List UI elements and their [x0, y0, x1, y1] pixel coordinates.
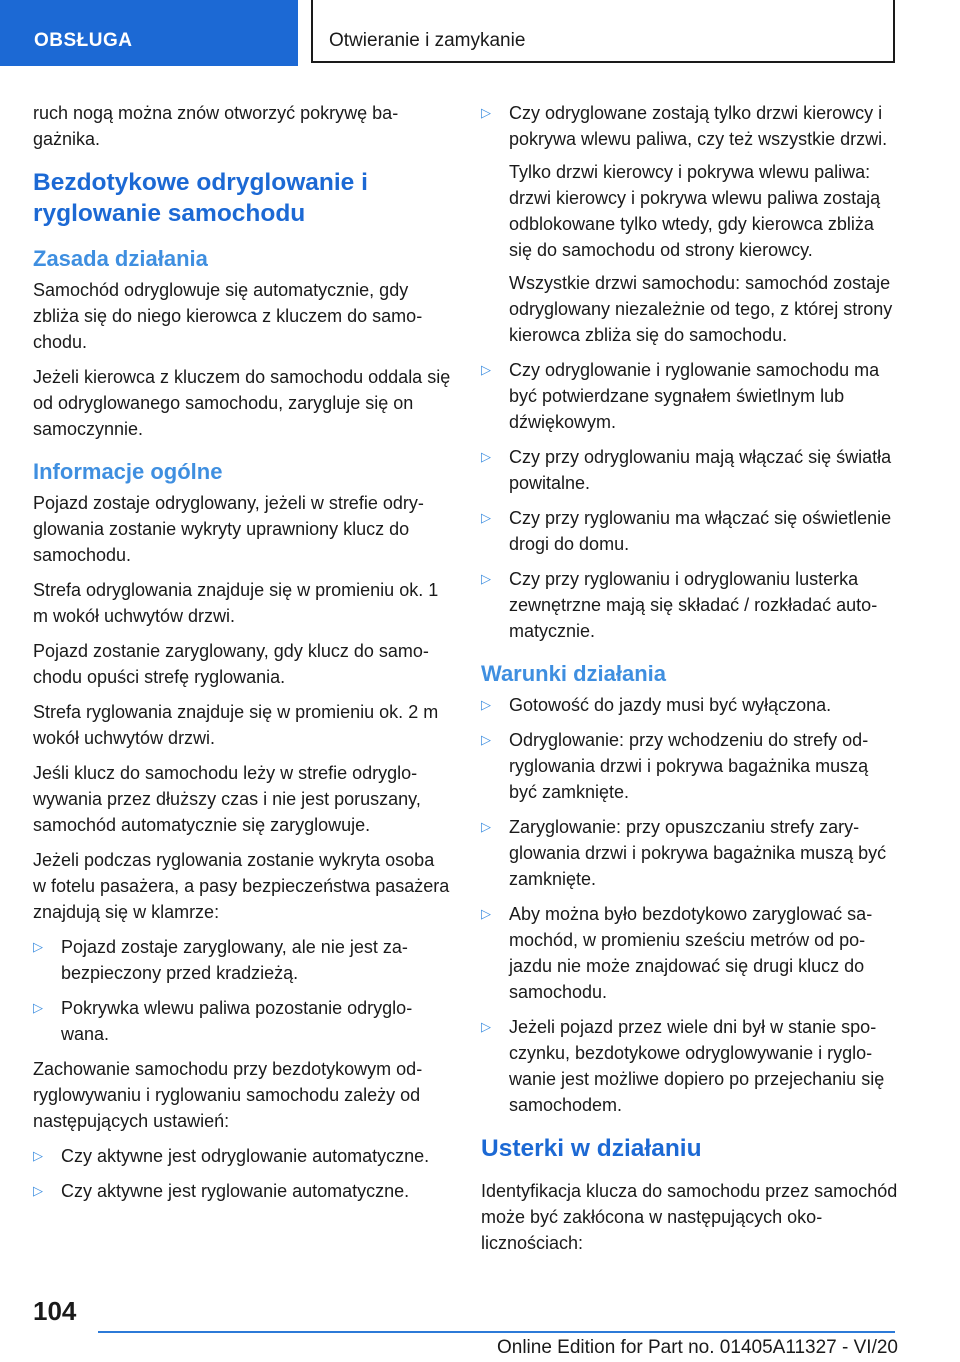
page-header: [0, 0, 960, 66]
paragraph: Jeżeli kierowca z kluczem do samochodu oddala się od odryglowanego samochodu, zarygluje się on samoczynnie.: [33, 367, 451, 439]
triangle-bullet-icon: ▷: [481, 571, 491, 586]
subsection-heading: Warunki działania: [481, 661, 667, 686]
triangle-bullet-icon: ▷: [481, 449, 491, 464]
list-item: ▷ Jeżeli pojazd przez wiele dni był w stanie spoczynku, bezdotykowe odryglowywanie i ryglowanie jest możliwe dopiero po przejechaniu się samochodem.: [481, 1014, 899, 1118]
paragraph: ruch nogą można znów otworzyć pokrywę bagażnika.: [33, 103, 399, 149]
subsection-heading: Informacje ogólne: [33, 459, 223, 484]
section-tab: OBSŁUGA: [0, 0, 298, 66]
triangle-bullet-icon: ▷: [33, 1183, 43, 1198]
list-item: ▷ Czy odryglowanie i ryglowanie samochodu ma być potwierdzane sygnałem świetlnym lub dźwiękowym.: [481, 357, 899, 435]
paragraph: Identyfikacja klucza do samochodu przez samochód może być zakłócona w następujących okolicznościach:: [481, 1181, 898, 1253]
paragraph: Strefa ryglowania znajduje się w promieniu ok. 2 m wokół uchwytów drzwi.: [33, 702, 439, 748]
list-item-detail: Tylko drzwi kierowcy i pokrywa wlewu paliwa: drzwi kierowcy i pokrywa wlewu paliwa zostają odblokowane tylko wtedy, gdy kierowca zbliża się do samochodu od strony kierowcy.: [509, 162, 881, 260]
triangle-bullet-icon: ▷: [33, 1000, 43, 1015]
topic-title: Otwieranie i zamykanie: [311, 0, 895, 63]
section-heading: Usterki w działaniu: [481, 1135, 702, 1162]
left-column: [33, 100, 451, 1213]
list-item: ▷ Odryglowanie: przy wchodzeniu do strefy odryglowania drzwi i pokrywa bagażnika muszą być zamknięte.: [481, 727, 899, 805]
page-number: 104: [33, 1296, 77, 1326]
list-item-detail: Wszystkie drzwi samochodu: samochód zostaje odryglowany niezależnie od tego, z której strony kierowca zbliża się do samochodu.: [509, 273, 893, 345]
triangle-bullet-icon: ▷: [481, 105, 491, 120]
triangle-bullet-icon: ▷: [33, 1148, 43, 1163]
paragraph: Jeśli klucz do samochodu leży w strefie odryglowywania przez dłuższy czas i nie jest poruszany, samochód automatycznie się zaryglowuje.: [33, 763, 421, 835]
list-item: ▷ Czy aktywne jest ryglowanie automatyczne.: [33, 1178, 451, 1204]
triangle-bullet-icon: ▷: [481, 362, 491, 377]
paragraph: Pojazd zostanie zaryglowany, gdy klucz do samochodu opuści strefę ryglowania.: [33, 641, 429, 687]
paragraph: Pojazd zostaje odryglowany, jeżeli w strefie odryglowania zostanie wykryty uprawniony klucz do samochodu.: [33, 493, 424, 565]
paragraph: Jeżeli podczas ryglowania zostanie wykryta osoba w fotelu pasażera, a pasy bezpieczeństwa pasażera znajdują się w klamrze:: [33, 850, 450, 922]
triangle-bullet-icon: ▷: [481, 697, 491, 712]
right-column: [481, 100, 899, 1265]
list-item: ▷ Czy przy ryglowaniu ma włączać się oświetlenie drogi do domu.: [481, 505, 899, 557]
list-item: ▷ Czy aktywne jest odryglowanie automatyczne.: [33, 1143, 451, 1169]
bullet-list: [481, 692, 899, 1118]
list-item: ▷ Czy przy ryglowaniu i odryglowaniu lusterka zewnętrzne mają się składać / rozkładać automatycznie.: [481, 566, 899, 644]
paragraph: Zachowanie samochodu przy bezdotykowym odryglowywaniu i ryglowaniu samochodu zależy od następujących ustawień:: [33, 1059, 423, 1131]
footer-divider: [98, 1331, 895, 1333]
triangle-bullet-icon: ▷: [481, 906, 491, 921]
subsection-heading: Zasada działania: [33, 246, 208, 271]
bullet-list: [481, 100, 899, 644]
paragraph: Samochód odryglowuje się automatycznie, gdy zbliża się do niego kierowca z kluczem do samochodu.: [33, 280, 423, 352]
triangle-bullet-icon: ▷: [481, 819, 491, 834]
list-item: ▷ Zaryglowanie: przy opuszczaniu strefy zaryglowania drzwi i pokrywa bagażnika muszą być zamknięte.: [481, 814, 899, 892]
footer-edition-text: Online Edition for Part no. 01405A11327 - VI/20: [496, 1337, 898, 1358]
paragraph: Strefa odryglowania znajduje się w promieniu ok. 1 m wokół uchwytów drzwi.: [33, 580, 439, 626]
triangle-bullet-icon: ▷: [481, 732, 491, 747]
list-item: ▷ Czy odryglowane zostają tylko drzwi kierowcy i pokrywa wlewu paliwa, czy też wszystkie drzwi. Tylko drzwi kierowcy i pokrywa wlewu paliwa: drzwi kierowcy i pokrywa wlewu paliwa zostają odblokowane tylko wtedy, gdy kierowca zbliża się do samochodu od strony kierowcy. Wszystkie drzwi samochodu: samochód zostaje odryglowany niezależnie od tego, z której strony kierowca zbliża się do samochodu.: [481, 100, 899, 348]
bullet-list: [33, 934, 451, 1047]
triangle-bullet-icon: ▷: [33, 939, 43, 954]
list-item: ▷ Aby można było bezdotykowo zaryglować samochód, w promieniu sześciu metrów od pojazdu nie może znajdować się drugi klucz do samochodu.: [481, 901, 899, 1005]
list-item: ▷ Pojazd zostaje zaryglowany, ale nie jest zabezpieczony przed kradzieżą.: [33, 934, 451, 986]
triangle-bullet-icon: ▷: [481, 1019, 491, 1034]
bullet-list: [33, 1143, 451, 1204]
list-item: ▷ Pokrywka wlewu paliwa pozostanie odryglowana.: [33, 995, 451, 1047]
section-heading: Bezdotykowe odryglowanie i ryglowanie samochodu: [33, 169, 368, 227]
list-item: ▷ Czy przy odryglowaniu mają włączać się światła powitalne.: [481, 444, 899, 496]
list-item: ▷ Gotowość do jazdy musi być wyłączona.: [481, 692, 899, 718]
triangle-bullet-icon: ▷: [481, 510, 491, 525]
